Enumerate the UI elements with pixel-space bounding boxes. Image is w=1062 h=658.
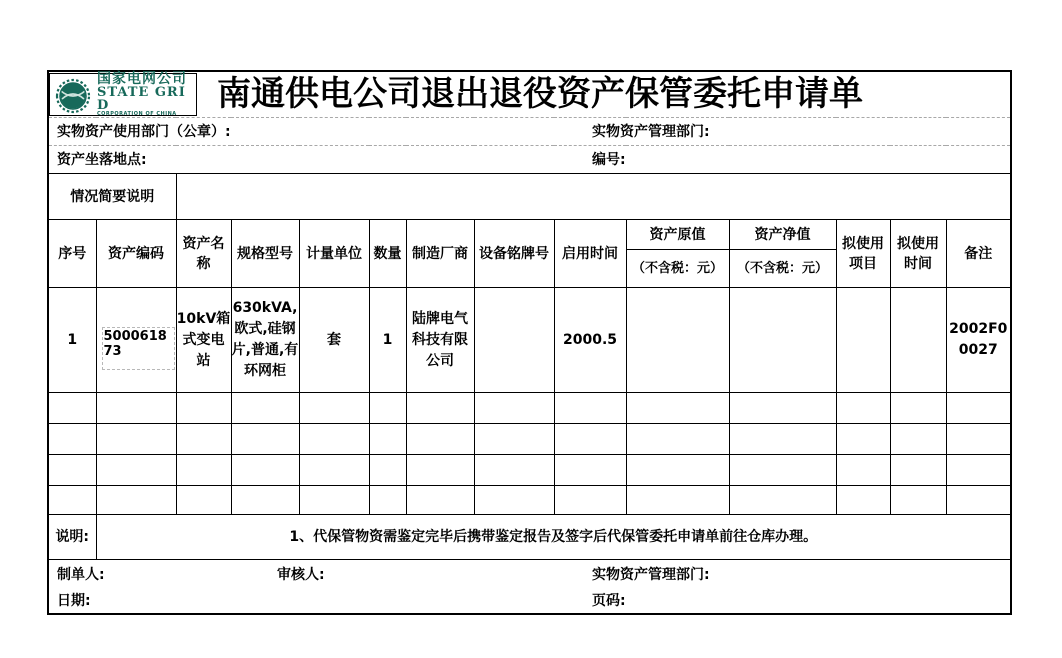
table-row-empty (48, 455, 1011, 486)
col-header-intended-time: 拟使用时间 (890, 220, 946, 288)
form-number-label: 编号: (592, 151, 626, 168)
summary-row (48, 174, 1011, 220)
manage-department-label: 实物资产管理部门: (592, 123, 710, 140)
note-row (48, 515, 1011, 560)
table-header-row (48, 220, 1011, 250)
footer-line-1 (49, 565, 1010, 585)
summary-value-cell (176, 174, 1011, 220)
state-grid-logo-text (97, 72, 196, 117)
logo-chinese-name: 国家电网公司 (97, 71, 187, 87)
col-header-start-date: 启用时间 (554, 220, 626, 288)
title-cell (48, 71, 1011, 118)
cell-start-date: 2000.5 (554, 288, 626, 393)
reviewer-label: 审核人: (277, 567, 325, 583)
state-grid-globe-icon (53, 75, 93, 115)
cell-asset-code (96, 288, 176, 393)
original-value-tax-note: （不含税：元） (626, 250, 729, 288)
location-row (48, 146, 1011, 174)
cell-intended-project (836, 288, 890, 393)
col-header-nameplate: 设备铭牌号 (474, 220, 554, 288)
col-header-asset-code: 资产编码 (96, 220, 176, 288)
table-row (48, 288, 1011, 393)
table-row-empty (48, 393, 1011, 424)
col-header-remarks: 备注 (946, 220, 1011, 288)
logo-english-name: STATE GRID (97, 85, 186, 113)
col-header-original-value: 资产原值 (626, 220, 729, 250)
cell-remarks: 2002F00027 (946, 288, 1011, 393)
title-row (48, 71, 1011, 118)
state-grid-logo (49, 73, 197, 116)
form-title: 南通供电公司退出退役资产保管委托申请单 (217, 74, 863, 114)
summary-label-cell: 情况简要说明 (48, 174, 176, 220)
use-department-label: 实物资产使用部门（公章）: (57, 123, 231, 140)
cell-original-value (626, 288, 729, 393)
col-header-manufacturer: 制造厂商 (406, 220, 474, 288)
cell-quantity: 1 (369, 288, 406, 393)
col-header-index: 序号 (48, 220, 96, 288)
logo-subtitle: CORPORATION OF CHINA (97, 111, 177, 117)
footer-row (48, 560, 1011, 615)
cell-net-value (729, 288, 836, 393)
asset-location-label: 资产坐落地点: (57, 151, 147, 168)
net-value-tax-note: （不含税：元） (729, 250, 836, 288)
cell-index: 1 (48, 288, 96, 393)
col-header-spec-model: 规格型号 (231, 220, 299, 288)
cell-asset-name: 10kV箱式变电站 (176, 288, 231, 393)
note-content: 1、代保管物资需鉴定完毕后携带鉴定报告及签字后代保管委托申请单前往仓库办理。 (96, 515, 1011, 560)
cell-manufacturer: 陆牌电气科技有限公司 (406, 288, 474, 393)
col-header-unit: 计量单位 (299, 220, 369, 288)
table-row-empty (48, 486, 1011, 515)
col-header-asset-name: 资产名称 (176, 220, 231, 288)
col-header-net-value: 资产净值 (729, 220, 836, 250)
col-header-intended-project: 拟使用项目 (836, 220, 890, 288)
asset-code-textbox[interactable]: 500061873 (102, 327, 175, 370)
footer-manage-department-label: 实物资产管理部门: (592, 567, 710, 583)
footer-line-2 (49, 591, 1010, 611)
page-number-label: 页码: (592, 593, 626, 609)
date-label: 日期: (57, 593, 91, 609)
cell-unit: 套 (299, 288, 369, 393)
department-row (48, 118, 1011, 146)
note-label: 说明: (48, 515, 96, 560)
col-header-quantity: 数量 (369, 220, 406, 288)
cell-intended-time (890, 288, 946, 393)
table-row-empty (48, 424, 1011, 455)
asset-custody-form (47, 70, 1012, 615)
cell-nameplate (474, 288, 554, 393)
cell-spec-model: 630kVA,欧式,硅钢片,普通,有环网柜 (231, 288, 299, 393)
form-maker-label: 制单人: (57, 567, 105, 583)
